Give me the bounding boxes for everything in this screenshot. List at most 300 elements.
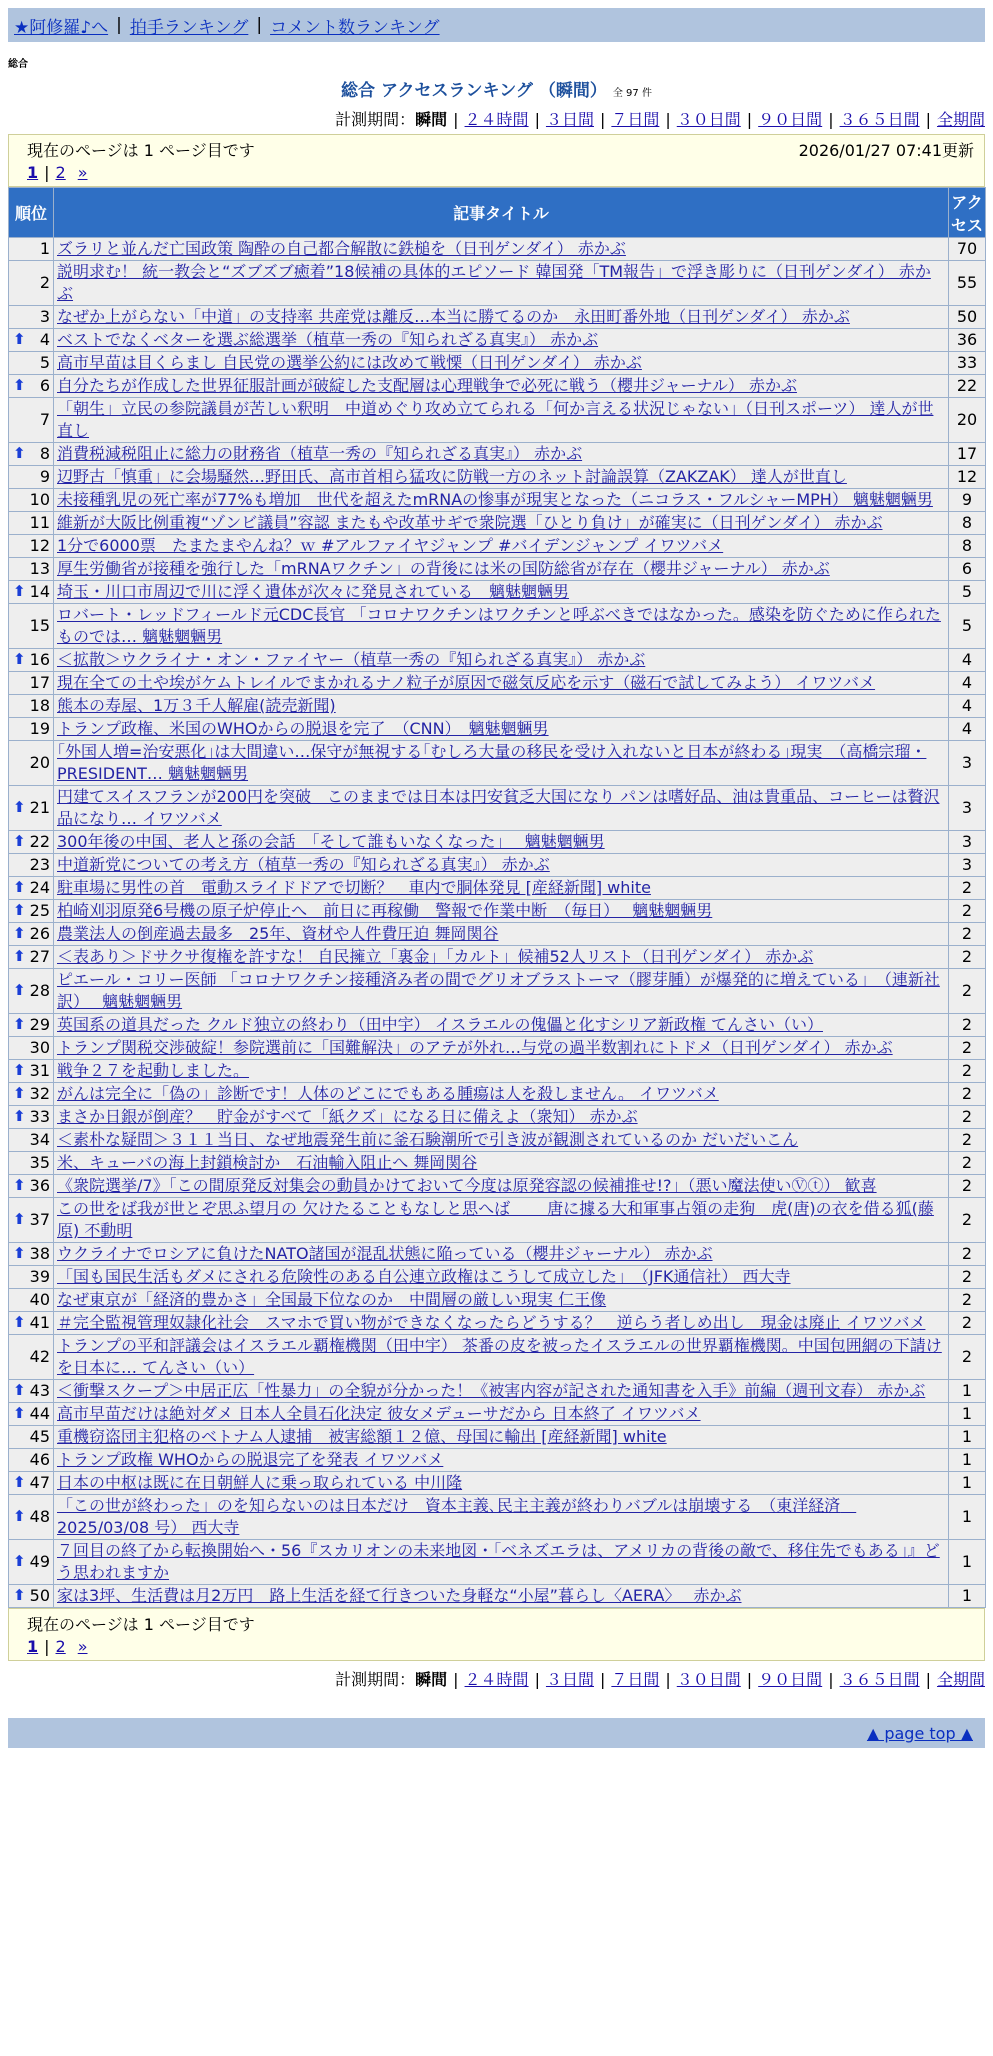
rank-cell [9, 649, 54, 672]
table-row [9, 1083, 986, 1106]
rank-cell [9, 466, 54, 489]
period-separator: | [665, 110, 671, 129]
access-count: 2 [949, 1175, 986, 1198]
rank-number: 43 [29, 1381, 50, 1400]
period-option[interactable]: ９０日間 [758, 110, 823, 129]
table-row [9, 535, 986, 558]
table-row [9, 558, 986, 581]
period-option[interactable]: 全期間 [936, 1670, 985, 1689]
article-link[interactable]: 300年後の中国、老人と孫の会話 「そして誰もいなくなった」 魑魅魍魎男 [57, 832, 605, 851]
period-label: 計測期間： [335, 110, 416, 129]
rank-number: 50 [29, 1586, 50, 1605]
title-cell [54, 604, 949, 649]
next-page-link[interactable]: » [77, 163, 88, 182]
rank-up-arrow-icon: ⬆ [13, 581, 26, 600]
rank-number: 15 [29, 616, 50, 635]
ranking-table [8, 187, 986, 1608]
rank-up-arrow-icon: ⬆ [13, 1106, 26, 1125]
rank-cell [9, 1403, 54, 1426]
ranking-title: 総合 アクセスランキング （瞬間） [341, 81, 607, 101]
table-row [9, 1266, 986, 1289]
rank-up-arrow-icon: ⬆ [13, 1506, 26, 1525]
rank-number: 31 [29, 1061, 50, 1080]
access-count: 2 [949, 1037, 986, 1060]
rank-cell [9, 969, 54, 1014]
table-row [9, 398, 986, 443]
rank-up-arrow-icon: ⬆ [13, 1175, 26, 1194]
table-row [9, 718, 986, 741]
title-cell [54, 786, 949, 831]
table-row [9, 306, 986, 329]
article-link[interactable]: トランプの平和評議会はイスラエル覇権機関（田中宇） 茶番の皮を被ったイスラエルの世界覇権機関。中国包囲網の下請けを日本に… てんさい（い） [57, 1336, 942, 1377]
table-row [9, 1129, 986, 1152]
access-count: 12 [949, 466, 986, 489]
access-count: 2 [949, 1312, 986, 1335]
article-link[interactable]: 埼玉・川口市周辺で川に浮く遺体が次々に発見されている 魑魅魍魎男 [57, 582, 570, 601]
home-link[interactable]: ★阿修羅♪へ [14, 17, 109, 38]
rank-number: 22 [29, 832, 50, 851]
rank-up-arrow-icon: ⬆ [13, 797, 26, 816]
title-cell [54, 1449, 949, 1472]
rank-number: 1 [39, 239, 50, 258]
comment-ranking-link[interactable]: コメント数ランキング [270, 17, 440, 38]
rank-cell [9, 375, 54, 398]
rank-cell [9, 489, 54, 512]
next-page-link[interactable]: » [77, 1637, 88, 1656]
rank-cell [9, 695, 54, 718]
rank-up-arrow-icon: ⬆ [13, 900, 26, 919]
rank-number: 3 [39, 307, 50, 326]
table-row [9, 1335, 986, 1380]
article-link[interactable]: 現在全ての土や埃がケムトレイルでまかれるナノ粒子が原因で磁気反応を示す（磁石で試してみよう） イワツバメ [57, 673, 876, 692]
title-cell [54, 649, 949, 672]
rank-cell [9, 558, 54, 581]
rank-number: 16 [29, 650, 50, 669]
access-count: 2 [949, 1289, 986, 1312]
table-row [9, 786, 986, 831]
rank-number: 32 [29, 1084, 50, 1103]
title-cell [54, 581, 949, 604]
access-count: 2 [949, 1243, 986, 1266]
article-link[interactable]: 「この世が終わった」のを知らないのは日本だけ 資本主義､民主主義が終わりバブルは崩壊する （東洋経済 2025/03/08 号） 西大寺 [57, 1496, 857, 1537]
rank-cell [9, 581, 54, 604]
table-row [9, 695, 986, 718]
period-option[interactable]: ２４時間 [464, 1670, 529, 1689]
rank-up-arrow-icon: ⬆ [13, 1209, 26, 1228]
rank-cell [9, 1014, 54, 1037]
nav-separator: | [256, 15, 263, 35]
article-link[interactable]: 厚生労働省が接種を強行した「mRNAワクチン」の背後には米の国防総省が存在（櫻井ジャーナル） 赤かぶ [57, 559, 830, 578]
rank-up-arrow-icon: ⬆ [13, 443, 26, 462]
table-row [9, 854, 986, 877]
title-cell [54, 306, 949, 329]
table-row [9, 261, 986, 306]
rank-cell [9, 535, 54, 558]
article-link[interactable]: がんは完全に「偽の」診断です！人体のどこにでもある腫瘍は人を殺しません。 イワツバメ [57, 1084, 719, 1103]
rank-cell [9, 1380, 54, 1403]
rank-cell [9, 352, 54, 375]
article-link[interactable]: ＜拡散＞ウクライナ・オン・ファイヤー（植草一秀の『知られざる真実』） 赤かぶ [57, 650, 646, 669]
period-selector-top [8, 107, 985, 130]
access-count: 1 [949, 1585, 986, 1608]
article-link[interactable]: なぜか上がらない「中道」の支持率 共産党は離反…本当に勝てるのか 永田町番外地（日刊ゲンダイ） 赤かぶ [57, 307, 850, 326]
rank-number: 19 [29, 719, 50, 738]
article-link[interactable]: ＃完全監視管理奴隷化社会 スマホで買い物ができなくなったらどうする？ 逆らう者しめ出し 現金は廃止 イワツバメ [57, 1313, 926, 1332]
rank-cell [9, 900, 54, 923]
period-option[interactable]: ３日間 [545, 1670, 594, 1689]
period-separator: | [746, 1670, 753, 1689]
rank-cell [9, 238, 54, 261]
title-cell [54, 1472, 949, 1495]
period-option[interactable]: ７日間 [611, 110, 660, 129]
rank-up-arrow-icon: ⬆ [13, 649, 26, 668]
title-cell [54, 398, 949, 443]
page-separator: | [44, 163, 50, 182]
rank-cell [9, 1472, 54, 1495]
rank-cell [9, 443, 54, 466]
rank-number: 40 [29, 1290, 50, 1309]
period-option[interactable]: ２４時間 [464, 110, 529, 129]
period-separator: | [925, 1670, 931, 1689]
article-link[interactable]: 辺野古「慎重」に会場騒然…野田氏、高市首相ら猛攻に防戦一方のネット討論誤算（ZAKZAK） 達人が世直し [57, 467, 847, 486]
title-cell [54, 1380, 949, 1403]
article-link[interactable]: 「国も国民生活もダメにされる危険性のある自公連立政権はこうして成立した」 （JFK通信社） 西大寺 [57, 1267, 791, 1286]
rank-cell [9, 854, 54, 877]
page-2-link[interactable]: 2 [55, 1637, 66, 1656]
rank-number: 39 [29, 1267, 50, 1286]
article-link[interactable]: 未接種乳児の死亡率が77%も増加 世代を超えたmRNAの惨事が現実となった（ニコラス・フルシャーMPH） 魑魅魍魎男 [57, 490, 933, 509]
rank-number: 49 [29, 1552, 50, 1571]
period-separator: | [599, 1670, 606, 1689]
article-link[interactable]: 重機窃盗団主犯格のベトナム人逮捕 被害総額１２億、母国に輸出 [産経新聞] white [57, 1427, 667, 1446]
access-count: 1 [949, 1495, 986, 1540]
page-2-link[interactable]: 2 [55, 163, 66, 182]
rank-up-arrow-icon: ⬆ [13, 1380, 26, 1399]
table-row [9, 443, 986, 466]
page-1-link[interactable]: 1 [27, 163, 39, 182]
title-cell [54, 1403, 949, 1426]
article-link[interactable]: 農業法人の倒産過去最多 25年、資材や人件費圧迫 舞岡関谷 [57, 924, 499, 943]
article-link[interactable]: ピエール・コリー医師 「コロナワクチン接種済み者の間でグリオブラストーマ（膠芽腫）が爆発的に増えている」 （連新社訳） 魑魅魍魎男 [57, 970, 940, 1011]
rank-cell [9, 329, 54, 352]
rank-cell [9, 604, 54, 649]
title-cell [54, 1175, 949, 1198]
rank-cell [9, 923, 54, 946]
table-row [9, 831, 986, 854]
rank-up-arrow-icon: ⬆ [13, 980, 26, 999]
rank-number: 5 [39, 353, 50, 372]
title-cell [54, 1335, 949, 1380]
access-count: 55 [949, 261, 986, 306]
access-count: 2 [949, 1266, 986, 1289]
ranking-title-row [0, 76, 993, 101]
article-link[interactable]: ｢外国人増=治安悪化｣は大間違い…保守が無視する｢むしろ大量の移民を受け入れないと日本が終わる｣現実 （高橋宗瑠・PRESIDENT… 魑魅魍魎男 [57, 742, 927, 783]
rank-header: 順位 [9, 188, 54, 238]
rank-cell [9, 741, 54, 786]
table-row [9, 900, 986, 923]
rank-cell [9, 1335, 54, 1380]
article-link[interactable]: ７回目の終了から転換開始へ・56『スカリオンの未来地図・「ベネズエラは、アメリカの背後の敵で、移住先でもある」』どう思われますか [57, 1541, 940, 1582]
article-link[interactable]: 高市早苗だけは絶対ダメ 日本人全員石化決定 彼女メデューサだから 日本終了 イワツバメ [57, 1404, 701, 1423]
article-link[interactable]: 熊本の寿屋、1万３千人解雇(読売新聞) [57, 696, 336, 715]
rank-cell [9, 398, 54, 443]
article-link[interactable]: ＜表あり＞ドサクサ復権を許すな！ 自民擁立「裏金」「カルト」候補52人リスト（日刊ゲンダイ） 赤かぶ [57, 947, 814, 966]
rank-cell [9, 261, 54, 306]
article-link[interactable]: トランプ政権、米国のWHOからの脱退を完了 （CNN） 魑魅魍魎男 [57, 719, 549, 738]
rank-number: 12 [29, 536, 50, 555]
ranking-body [9, 238, 986, 1608]
access-count: 17 [949, 443, 986, 466]
article-link[interactable]: この世をば我が世とぞ思ふ望月の 欠けたることもなしと思へば 唐に據る大和軍事占領の走狗 虎(唐)の衣を借る狐(藤原) 不動明 [57, 1199, 934, 1240]
rank-number: 8 [39, 444, 50, 463]
title-cell [54, 535, 949, 558]
rank-cell [9, 718, 54, 741]
table-row [9, 877, 986, 900]
article-link[interactable]: ウクライナでロシアに負けたNATO諸国が混乱状態に陥っている（櫻井ジャーナル） 赤かぶ [57, 1244, 713, 1263]
rank-up-arrow-icon: ⬆ [13, 831, 26, 850]
rank-number: 17 [29, 673, 50, 692]
title-cell [54, 831, 949, 854]
rank-number: 18 [29, 696, 50, 715]
article-link[interactable]: 柏崎刈羽原発6号機の原子炉停止へ 前日に再稼働 警報で作業中断 （毎日） 魑魅魍魎男 [57, 901, 713, 920]
rank-up-arrow-icon: ⬆ [13, 329, 26, 348]
title-cell [54, 375, 949, 398]
pager-bottom [8, 1608, 985, 1661]
period-separator: | [828, 1670, 834, 1689]
rank-cell [9, 672, 54, 695]
article-link[interactable]: ＜衝撃スクープ＞中居正広「性暴力」の全貌が分かった！《被害内容が記された通知書を入手》前編（週刊文春） 赤かぶ [57, 1381, 926, 1400]
access-count: 1 [949, 1403, 986, 1426]
period-separator: | [453, 110, 459, 129]
table-row [9, 604, 986, 649]
article-link[interactable]: 説明求む！ 統一教会と“ズブズブ癒着”18候補の具体的エピソード 韓国発「TM報告」で浮き彫りに（日刊ゲンダイ） 赤かぶ [57, 262, 931, 303]
table-row [9, 672, 986, 695]
title-cell [54, 969, 949, 1014]
title-cell [54, 854, 949, 877]
title-cell [54, 1289, 949, 1312]
period-option[interactable]: ３６５日間 [839, 110, 920, 129]
access-count: 50 [949, 306, 986, 329]
table-row [9, 489, 986, 512]
category-label: 総合 [8, 59, 28, 70]
rank-number: 35 [29, 1153, 50, 1172]
article-link[interactable]: 戦争２７を起動しました。 [57, 1061, 250, 1080]
period-separator: | [534, 1670, 540, 1689]
access-count: 3 [949, 831, 986, 854]
rank-cell [9, 1175, 54, 1198]
rank-up-arrow-icon: ⬆ [13, 1243, 26, 1262]
table-row [9, 1289, 986, 1312]
article-link[interactable]: 自分たちが作成した世界征服計画が破綻した支配層は心理戦争で必死に戦う（櫻井ジャーナル） 赤かぶ [57, 376, 797, 395]
article-link[interactable]: 日本の中枢は既に在日朝鮮人に乗っ取られている 中川隆 [57, 1473, 463, 1492]
access-count: 2 [949, 1014, 986, 1037]
rank-number: 6 [39, 376, 50, 395]
title-cell [54, 1083, 949, 1106]
article-link[interactable]: トランプ関税交渉破綻！参院選前に「国難解決」のアテが外れ…与党の過半数割れにトドメ（日刊ゲンダイ） 赤かぶ [57, 1038, 893, 1057]
page-top-link[interactable]: ▲ page top ▲ [866, 1723, 973, 1743]
rank-cell [9, 1540, 54, 1585]
period-option[interactable]: ３０日間 [676, 1670, 741, 1689]
rank-up-arrow-icon: ⬆ [13, 1312, 26, 1331]
rank-cell [9, 1152, 54, 1175]
title-cell [54, 877, 949, 900]
rank-number: 21 [29, 798, 50, 817]
period-option[interactable]: ７日間 [611, 1670, 660, 1689]
rank-cell [9, 1243, 54, 1266]
access-count: 3 [949, 854, 986, 877]
access-count: 4 [949, 718, 986, 741]
article-link[interactable]: トランプ政権 WHOからの脱退完了を発表 イワツバメ [57, 1450, 444, 1469]
article-link[interactable]: 円建てスイスフランが200円を突破 このままでは日本は円安貧乏大国になり パンは嗜好品、油は貴重品、コーヒーは贅沢品になり… イワツバメ [57, 787, 940, 828]
table-row [9, 741, 986, 786]
title-cell [54, 1585, 949, 1608]
rank-number: 2 [39, 273, 50, 292]
article-link[interactable]: ＜素朴な疑問＞３１１当日、なぜ地震発生前に釜石験潮所で引き波が観測されているのか だいだいこん [57, 1130, 799, 1149]
rank-up-arrow-icon: ⬆ [13, 1472, 26, 1491]
article-link[interactable]: 米、キューバの海上封鎖検討か 石油輸入阻止へ 舞岡関谷 [57, 1153, 478, 1172]
access-count: 2 [949, 877, 986, 900]
table-row [9, 238, 986, 261]
rank-number: 13 [29, 559, 50, 578]
article-link[interactable]: 「朝生」立民の参院議員が苦しい釈明 中道めぐり攻め立てられる「何か言える状況じゃない」（日刊スポーツ） 達人が世直し [57, 399, 934, 440]
top-nav-bar [8, 8, 985, 42]
applause-ranking-link[interactable]: 拍手ランキング [129, 17, 249, 38]
table-row [9, 1449, 986, 1472]
access-count: 2 [949, 1060, 986, 1083]
table-row [9, 1380, 986, 1403]
title-cell [54, 489, 949, 512]
period-option[interactable]: ９０日間 [758, 1670, 823, 1689]
title-header: 記事タイトル [54, 188, 949, 238]
rank-number: 37 [29, 1210, 50, 1229]
period-selector-bottom [8, 1667, 985, 1690]
article-link[interactable]: 英国系の道具だった クルド独立の終わり（田中宇） イスラエルの傀儡と化すシリア新政権 てんさい（い） [57, 1015, 823, 1034]
access-count: 8 [949, 535, 986, 558]
rank-cell [9, 1426, 54, 1449]
rank-up-arrow-icon: ⬆ [13, 1060, 26, 1079]
rank-cell [9, 1585, 54, 1608]
article-link[interactable]: 1分で6000票 たまたまやんね？ｗ #アルファイヤジャンプ #バイデンジャンプ イワツバメ [57, 536, 724, 555]
rank-up-arrow-icon: ⬆ [13, 1585, 26, 1604]
current-page-text: 現在のページは 1 ページ目です [27, 140, 255, 160]
rank-cell [9, 1449, 54, 1472]
rank-number: 25 [29, 901, 50, 920]
title-cell [54, 1037, 949, 1060]
article-link[interactable]: 家は3坪、生活費は月2万円 路上生活を経て行きついた身軽な“小屋”暮らし〈AERA〉 赤かぶ [57, 1586, 742, 1605]
table-row [9, 1495, 986, 1540]
title-cell [54, 1152, 949, 1175]
title-cell [54, 261, 949, 306]
rank-up-arrow-icon: ⬆ [13, 877, 26, 896]
rank-number: 24 [29, 878, 50, 897]
rank-number: 36 [29, 1176, 50, 1195]
access-count: 1 [949, 1449, 986, 1472]
article-link[interactable]: 維新が大阪比例重複“ゾンビ議員”容認 またもや改革サギで衆院選「ひとり負け」が確実に（日刊ゲンダイ） 赤かぶ [57, 513, 883, 532]
access-count: 70 [949, 238, 986, 261]
table-row [9, 1198, 986, 1243]
rank-cell [9, 1106, 54, 1129]
access-count: 2 [949, 1198, 986, 1243]
table-row [9, 1585, 986, 1608]
rank-cell [9, 1083, 54, 1106]
page-1-link[interactable]: 1 [27, 1637, 39, 1656]
title-cell [54, 695, 949, 718]
rank-number: 46 [29, 1450, 50, 1469]
period-option[interactable]: ３日間 [545, 110, 594, 129]
article-link[interactable]: 駐車場に男性の首 電動スライドドアで切断？ 車内で胴体発見 [産経新聞] white [57, 878, 651, 897]
article-link[interactable]: 高市早苗は目くらまし 自民党の選挙公約には改めて戦慄（日刊ゲンダイ） 赤かぶ [57, 353, 642, 372]
rank-cell [9, 1495, 54, 1540]
period-separator: | [828, 110, 834, 129]
rank-number: 23 [29, 855, 50, 874]
title-cell [54, 1060, 949, 1083]
access-count: 2 [949, 946, 986, 969]
rank-number: 26 [29, 924, 50, 943]
title-cell [54, 329, 949, 352]
article-link[interactable]: 消費税減税阻止に総力の財務省（植草一秀の『知られざる真実』） 赤かぶ [57, 444, 583, 463]
access-count: 2 [949, 923, 986, 946]
article-link[interactable]: ロバート・レッドフィールド元CDC長官 「コロナワクチンはワクチンと呼ぶべきではなかった。感染を防ぐために作られたものでは… 魑魅魍魎男 [57, 605, 941, 646]
table-row [9, 1060, 986, 1083]
article-link[interactable]: 中道新党についての考え方（植草一秀の『知られざる真実』） 赤かぶ [57, 855, 550, 874]
title-cell [54, 352, 949, 375]
updated-timestamp: 2026/01/27 07:41更新 [798, 140, 974, 160]
rank-up-arrow-icon: ⬆ [13, 1551, 26, 1570]
table-row [9, 1426, 986, 1449]
table-row [9, 1540, 986, 1585]
title-cell [54, 946, 949, 969]
period-separator: | [599, 110, 606, 129]
table-row [9, 1014, 986, 1037]
access-count: 2 [949, 1083, 986, 1106]
period-separator: | [665, 1670, 671, 1689]
article-link[interactable]: まさか日銀が倒産？ 貯金がすべて「紙クズ」になる日に備えよ（衆知） 赤かぶ [57, 1107, 638, 1126]
title-cell [54, 512, 949, 535]
rank-number: 11 [29, 513, 50, 532]
table-row [9, 649, 986, 672]
rank-number: 10 [29, 490, 50, 509]
rank-cell [9, 1060, 54, 1083]
period-option[interactable]: ３０日間 [676, 110, 741, 129]
total-count: 全 97 件 [612, 88, 652, 99]
title-cell [54, 1495, 949, 1540]
table-row [9, 1037, 986, 1060]
period-option[interactable]: ３６５日間 [839, 1670, 920, 1689]
rank-number: 47 [29, 1473, 50, 1492]
period-separator: | [746, 110, 753, 129]
access-count: 20 [949, 398, 986, 443]
article-link[interactable]: 《衆院選挙/7》「この間原発反対集会の動員かけておいて今度は原発容認の候補推せ!?」（悪い魔法使いⓋⓣ） 歓喜 [57, 1176, 877, 1195]
article-link[interactable]: なぜ東京が「経済的豊かさ」全国最下位なのか 中間層の厳しい現実 仁王像 [57, 1290, 607, 1309]
article-link[interactable]: ベストでなくベターを選ぶ総選挙（植草一秀の『知られざる真実』） 赤かぶ [57, 330, 599, 349]
title-cell [54, 466, 949, 489]
title-cell [54, 1129, 949, 1152]
access-count: 5 [949, 604, 986, 649]
current-page-text: 現在のページは 1 ページ目です [27, 1614, 255, 1634]
access-count: 2 [949, 1129, 986, 1152]
access-header: アクセス [949, 188, 986, 238]
title-cell [54, 923, 949, 946]
access-count: 5 [949, 581, 986, 604]
rank-number: 27 [29, 947, 50, 966]
period-option[interactable]: 全期間 [936, 110, 985, 129]
access-count: 3 [949, 741, 986, 786]
article-link[interactable]: ズラリと並んだ亡国政策 陶酔の自己都合解散に鉄槌を（日刊ゲンダイ） 赤かぶ [57, 239, 626, 258]
rank-number: 14 [29, 582, 50, 601]
table-row [9, 1152, 986, 1175]
period-option: 瞬間 [415, 1670, 448, 1689]
access-count: 6 [949, 558, 986, 581]
